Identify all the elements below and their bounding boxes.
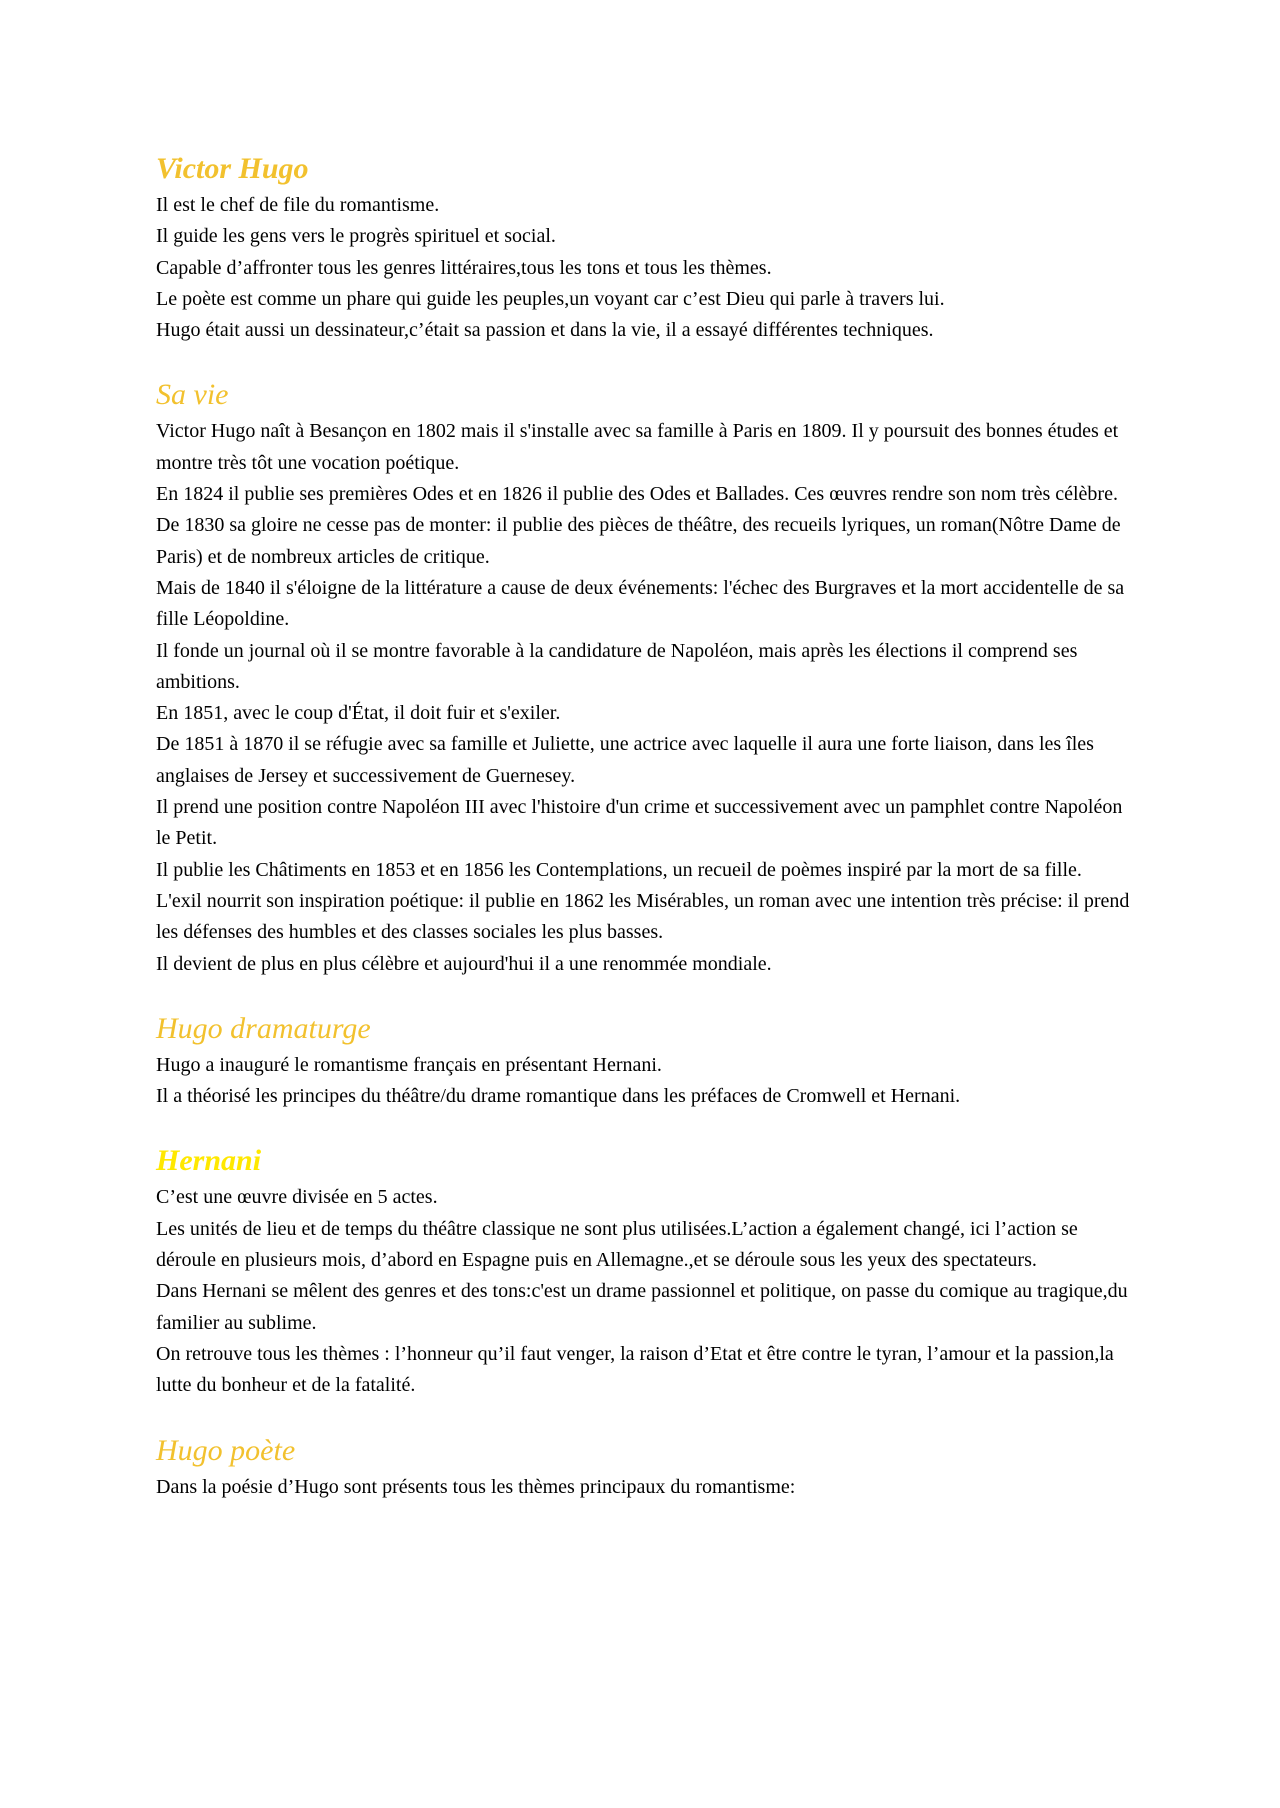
paragraph: En 1824 il publie ses premières Odes et en 1826 il publie des Odes et Ballades. Ces œuvres rendre son nom très célèbre. [156,483,1118,506]
paragraph: Il devient de plus en plus célèbre et aujourd'hui il a une renommée mondiale. [156,952,772,975]
section-hernani [156,1144,1136,1401]
paragraph: Capable d’affronter tous les genres littéraires,tous les tons et tous les thèmes. [156,256,772,279]
section-hugo-poete [156,1434,1136,1503]
paragraph: Il guide les gens vers le progrès spirituel et social. [156,225,556,248]
paragraph: L'exil nourrit son inspiration poétique: il publie en 1862 les Misérables, un roman avec une intention très précise: il prend les défenses des humbles et des classes sociales les plus basses. [156,889,1130,944]
paragraph: Il publie les Châtiments en 1853 et en 1856 les Contemplations, un recueil de poèmes inspiré par la mort de sa fille. [156,858,1082,881]
section-heading: Hugo dramaturge [156,1011,371,1045]
paragraph: De 1851 à 1870 il se réfugie avec sa famille et Juliette, une actrice avec laquelle il aura une forte liaison, dans les îles anglaises de Jersey et successivement de Guernesey. [156,733,1094,787]
paragraph: Hugo a inauguré le romantisme français en présentant Hernani. [156,1053,662,1076]
paragraph: Mais de 1840 il s'éloigne de la littérature a cause de deux événements: l'échec des Burgraves et la mort accidentelle de sa fille Léopoldine. [156,576,1125,631]
section-heading: Victor Hugo [156,152,309,185]
paragraph: On retrouve tous les thèmes : l’honneur qu’il faut venger, la raison d’Etat et être contre le tyran, l’amour et la passion,la lutte du bonheur et de la fatalité. [156,1342,1114,1397]
paragraph: En 1851, avec le coup d'État, il doit fuir et s'exiler. [156,702,561,725]
paragraph: De 1830 sa gloire ne cesse pas de monter: il publie des pièces de théâtre, des recueils lyriques, un roman(Nôtre Dame de Paris) et de nombreux articles de critique. [156,514,1121,568]
paragraph: Il fonde un journal où il se montre favorable à la candidature de Napoléon, mais après les élections il comprend ses ambitions. [156,639,1078,693]
paragraph: Il est le chef de file du romantisme. [156,194,440,216]
document-page [156,152,1136,1503]
paragraph: Les unités de lieu et de temps du théâtre classique ne sont plus utilisées.L’action a également changé, ici l’action se déroule en plusieurs mois, d’abord en Espagne puis en Allemagne.,et se déroule sous les yeux des spectateurs. [156,1217,1078,1272]
paragraph: Dans la poésie d’Hugo sont présents tous les thèmes principaux du romantisme: [156,1475,796,1498]
section-victor-hugo [156,152,1136,346]
paragraph: Il prend une position contre Napoléon III avec l'histoire d'un crime et successivement avec un pamphlet contre Napoléon le Petit. [156,796,1123,850]
paragraph: Il a théorisé les principes du théâtre/du drame romantique dans les préfaces de Cromwell et Hernani. [156,1085,961,1108]
section-heading: Sa vie [156,378,229,412]
paragraph: Hugo était aussi un dessinateur,c’était sa passion et dans la vie, il a essayé différentes techniques. [156,319,934,342]
paragraph: C’est une œuvre divisée en 5 actes. [156,1186,438,1209]
section-sa-vie [156,378,1136,979]
section-heading: Hernani [156,1144,262,1178]
paragraph: Victor Hugo naît à Besançon en 1802 mais il s'installe avec sa famille à Paris en 1809. Il y poursuit des bonnes études et montre très tôt une vocation poétique. [156,420,1119,474]
section-hugo-dramaturge [156,1012,1136,1113]
section-heading: Hugo poète [156,1433,296,1467]
paragraph: Dans Hernani se mêlent des genres et des tons:c'est un drame passionnel et politique, on passe du comique au tragique,du familier au sublime. [156,1280,1128,1334]
paragraph: Le poète est comme un phare qui guide les peuples,un voyant car c’est Dieu qui parle à travers lui. [156,287,945,310]
